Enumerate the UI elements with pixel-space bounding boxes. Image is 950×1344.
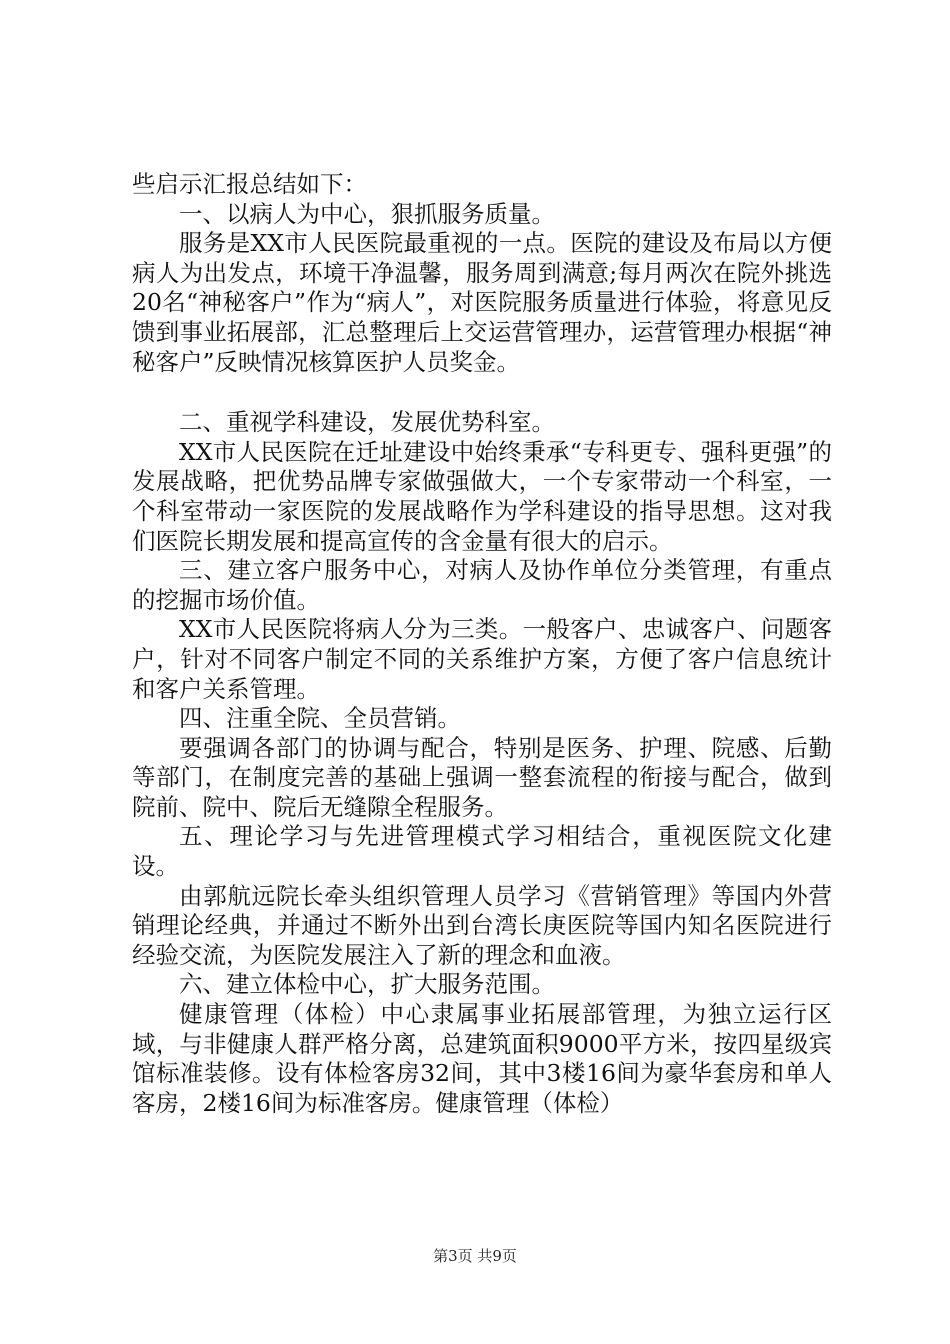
heading-section-3: 三、建立客户服务中心，对病人及协作单位分类管理，有重点的挖掘市场价值。 (132, 556, 832, 614)
paragraph-lead-in: 些启示汇报总结如下： (132, 170, 367, 198)
paragraph-section-6: 健康管理（体检）中心隶属事业拓展部管理，为独立运行区域，与非健康人群严格分离，总建筑面积9000平方米，按四星级宾馆标准装修。设有体检客房32间，其中3楼16间为豪华套房和单人客房，2楼16间为标准客房。健康管理（体检） (132, 1000, 832, 1117)
heading-section-5: 五、理论学习与先进管理模式学习相结合，重视医院文化建设。 (132, 822, 832, 881)
document-body (132, 170, 832, 1118)
paragraph-section-5: 由郭航远院长牵头组织管理人员学习《营销管理》等国内外营销理论经典，并通过不断外出到台湾长庚医院等国内知名医院进行经验交流，为医院发展注入了新的理念和血液。 (132, 881, 832, 969)
heading-section-1: 一、以病人为中心，狠抓服务质量。 (179, 199, 555, 228)
paragraph-section-2: XX市人民医院在迁址建设中始终秉承“专科更专、强科更强”的发展战略，把优势品牌专家做强做大，一个专家带动一个科室，一个科室带动一家医院的发展战略作为学科建设的指导思想。这对我们医院长期发展和提高宣传的含金量有很大的启示。 (132, 437, 832, 555)
paragraph-section-1: 服务是XX市人民医院最重视的一点。医院的建设及布局以方便病人为出发点，环境干净温馨，服务周到满意;每月两次在院外挑选20名“神秘客户”作为“病人”，对医院服务质量进行体验，将意见反馈到事业拓展部，汇总整理后上交运营管理办，运营管理办根据“神秘客户”反映情况核算医护人员奖金。 (132, 229, 832, 376)
page-number-footer: 第3页 共9页 (433, 1247, 517, 1265)
paragraph-section-3: XX市人民医院将病人分为三类。一般客户、忠诚客户、问题客户，针对不同客户制定不同的关系维护方案，方便了客户信息统计和客户关系管理。 (132, 615, 832, 703)
heading-section-6: 六、建立体检中心，扩大服务范围。 (179, 970, 555, 999)
heading-section-2: 二、重视学科建设，发展优势科室。 (179, 408, 555, 437)
paragraph-section-4: 要强调各部门的协调与配合，特别是医务、护理、院感、后勤等部门，在制度完善的基础上强调一整套流程的衔接与配合，做到院前、院中、院后无缝隙全程服务。 (132, 733, 832, 821)
heading-section-4: 四、注重全院、全员营销。 (179, 704, 461, 733)
blank-line (132, 377, 832, 408)
